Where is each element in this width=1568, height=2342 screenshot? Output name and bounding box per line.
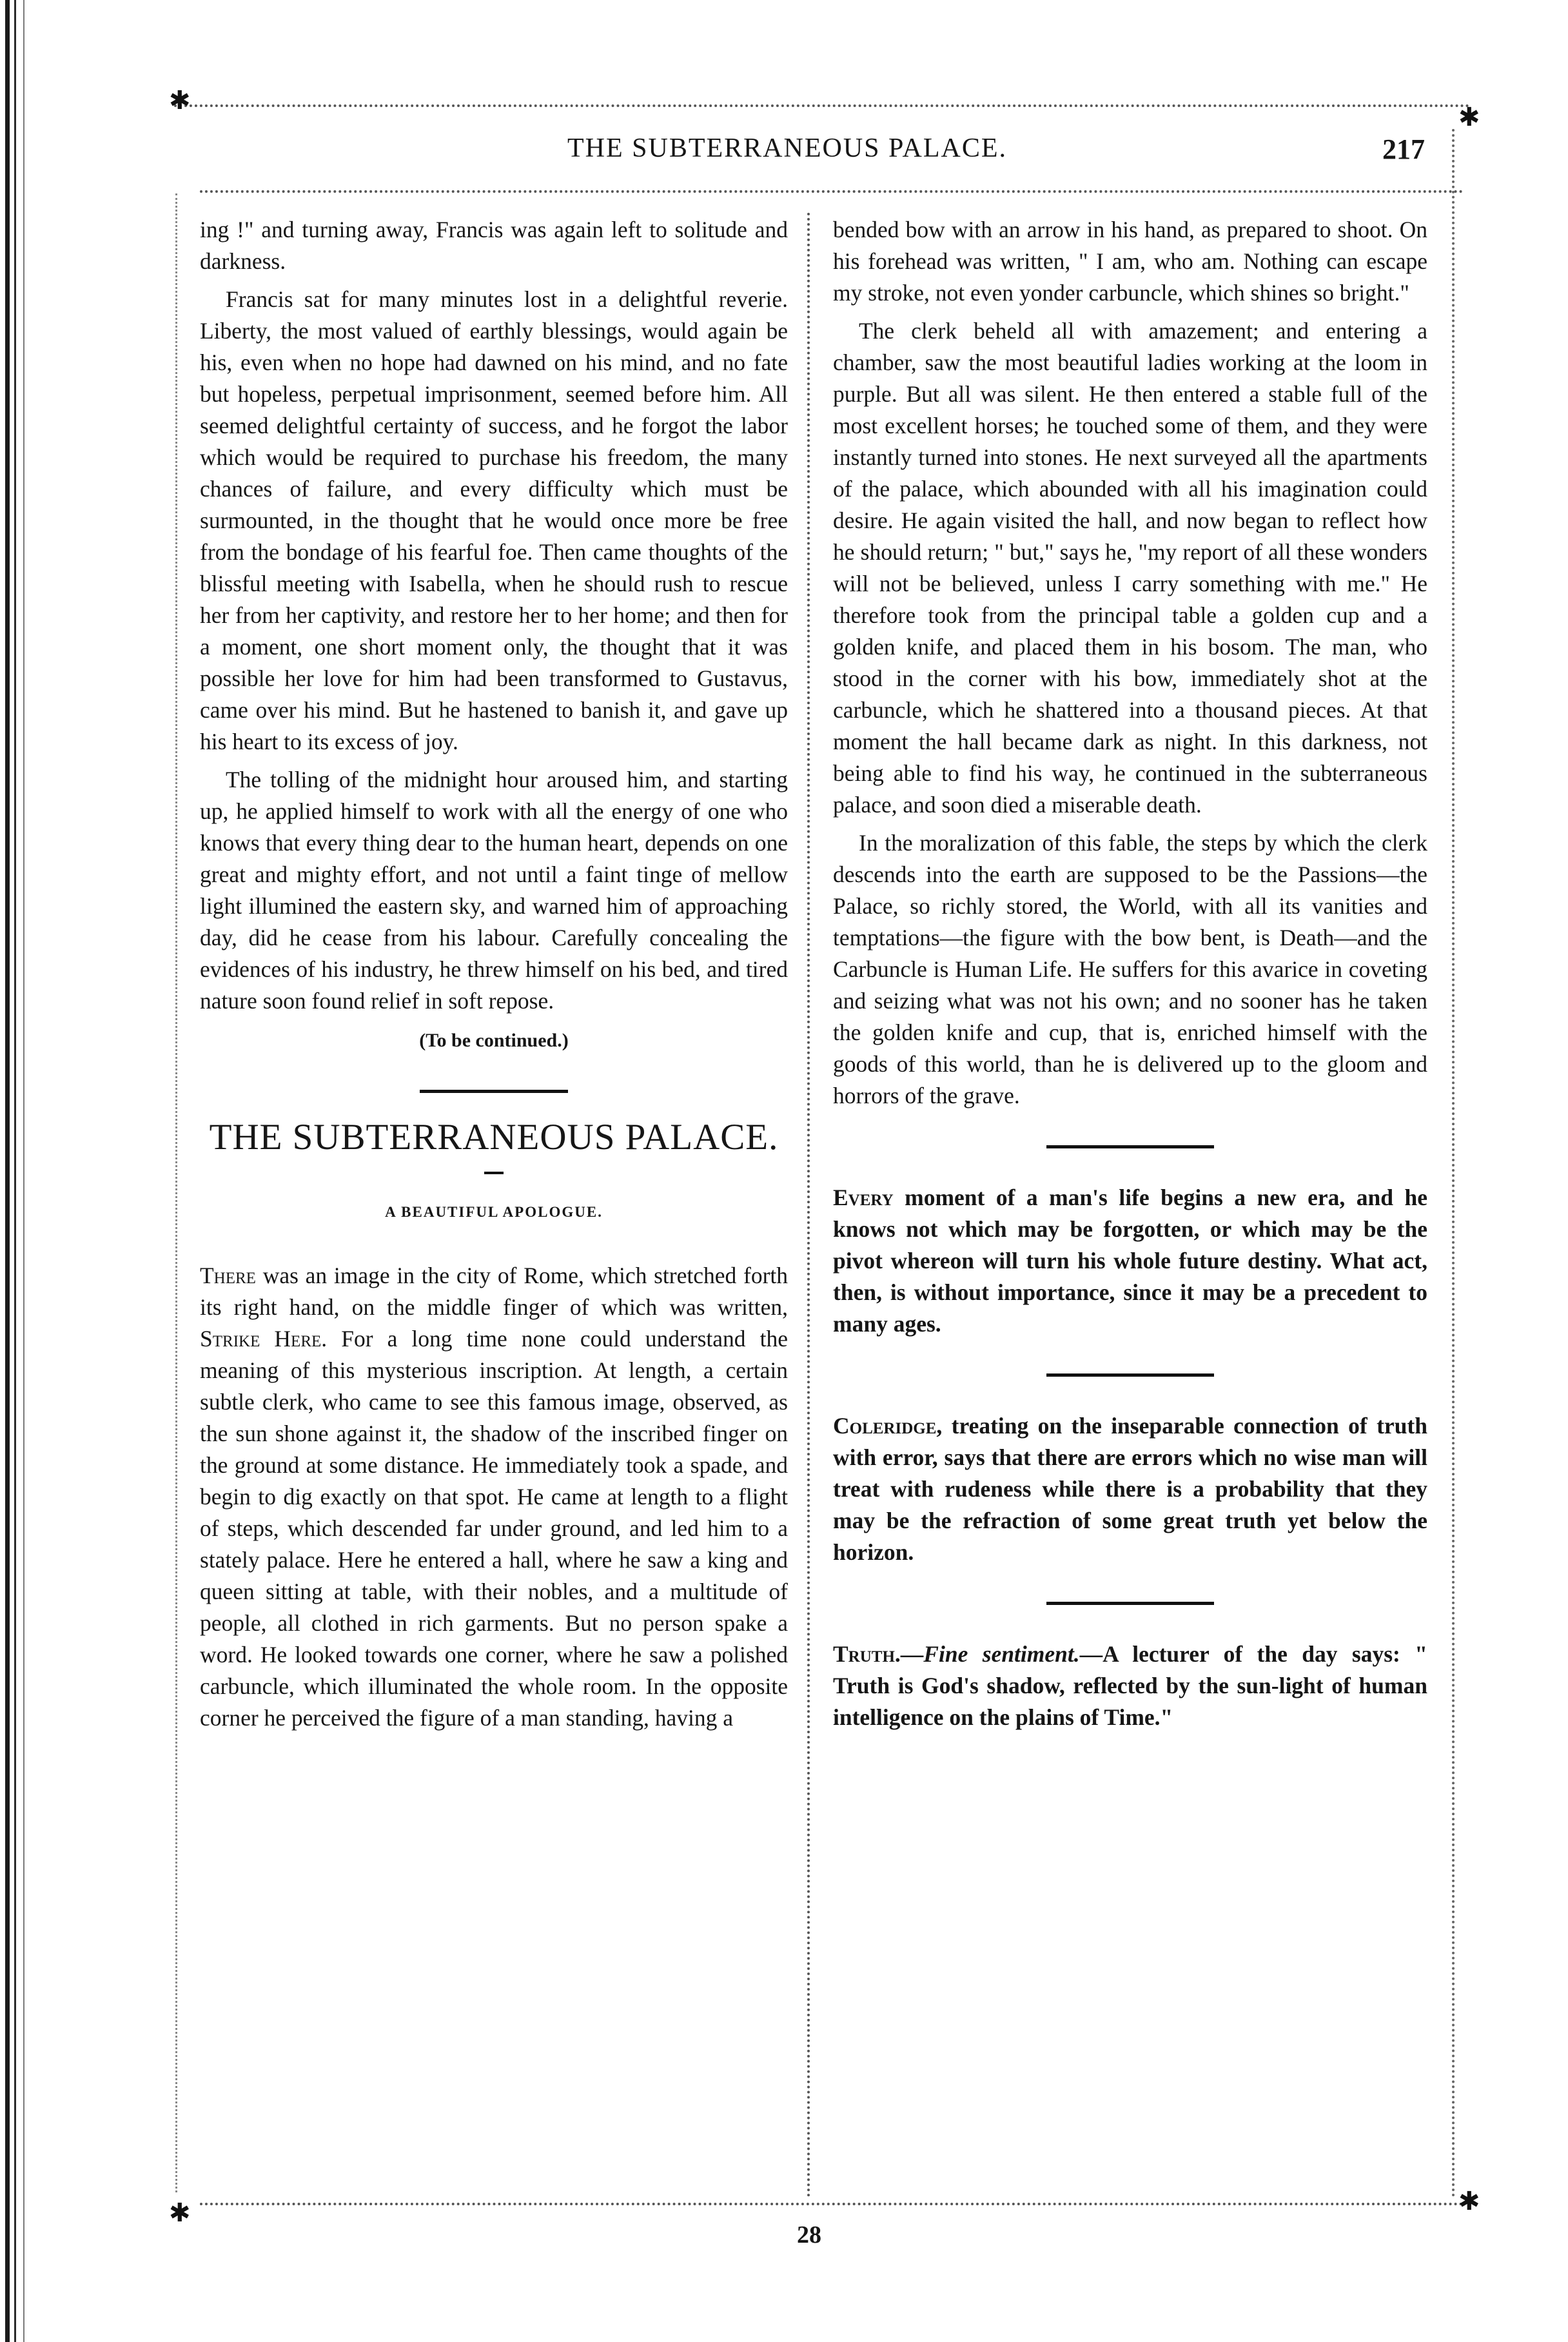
top-border-rule xyxy=(174,104,1470,111)
paragraph: In the moralization of this fable, the steps by which the clerk descends into the earth are supposed to be the Passions—the Palace, so richly stored, the World, with all its vanities and temptations—the figure with the bow bent, is Death—and the Carbuncle is Human Life. He suffers for this avarice in coveting and seizing what was not his own; and no sooner has he taken the golden knife and cup, that is, enriched himself with the goods of this world, than he is delivered up to the gloom and horrors of the grave. xyxy=(833,830,1427,1108)
to-be-continued-note: (To be continued.) xyxy=(419,1030,569,1051)
section-divider xyxy=(1046,1602,1214,1605)
paragraph: Francis sat for many minutes lost in a delightful reverie. Liberty, the most valued of earthly blessings, would again be his, even when no hope had dawned on his mind, and no fate but hopeless, perpetual imprisonment, seemed before him. All seemed delightful certainty of success, and he forgot the labor which would be required to purchase his freedom, the many chances of failure, and every difficulty which must be surmounted, in the thought that he would once more be free from the bondage of his fearful foe. Then came thoughts of the blissful meeting with Isabella, when he should rush to rescue her from her captivity, and restore her to her home; and then for a moment, one short moment only, the thought that it was possible her love for him had been transformed to Gustavus, came over his mind. But he hastened to banish it, and gave up his heart to its excess of joy. xyxy=(200,286,788,754)
running-title: THE SUBTERRANEOUS PALACE. xyxy=(567,133,1008,163)
paragraph: The tolling of the midnight hour aroused him, and starting up, he applied himself to work with all the energy of one who knows that every thing dear to the human heart, depends on one great and mighty effort, and not until a faint tinge of mellow light illumined the eastern sky, and warned him of approaching day, did he cease from his labour. Carefully concealing the evidences of his industry, he threw himself on his bed, and tired nature soon found relief in soft repose. xyxy=(200,767,788,1014)
column-divider xyxy=(807,213,810,2199)
right-border-rule xyxy=(1452,129,1455,2199)
paragraph xyxy=(833,1182,1427,1340)
paragraph-text: moment of a man's life begins a new era, and he knows not which may be forgotten, or which may be the pivot whereon will turn his whole future destiny. What act, then, is without importance, since it may be a precedent to many ages. xyxy=(833,1185,1427,1337)
drop-lead-word: There xyxy=(200,1263,256,1288)
left-border-rule xyxy=(175,193,177,2192)
left-column xyxy=(200,214,788,1740)
corner-ornament-icon: ✱ xyxy=(1458,2187,1480,2216)
section-divider xyxy=(1046,1373,1214,1377)
page-number: 217 xyxy=(1382,133,1425,165)
paragraph xyxy=(833,1410,1427,1568)
lead-word: Truth. xyxy=(833,1641,901,1667)
bottom-border-rule xyxy=(200,2203,1464,2209)
section-divider xyxy=(420,1090,568,1093)
paragraph xyxy=(200,1260,788,1734)
paragraph-text: was an image in the city of Rome, which stretched forth its right hand, on the middle finger of which was written, xyxy=(200,1263,788,1320)
inscription-text: Strike Here. xyxy=(200,1326,328,1352)
lead-word: Coleridge, xyxy=(833,1413,943,1439)
paragraph-text: —A lecturer of the day says: " Truth is God's shadow, reflected by the sun-light of human intelligence on the plains of Time." xyxy=(833,1641,1427,1730)
title-dash xyxy=(484,1172,504,1174)
right-column xyxy=(833,214,1427,1740)
article-title: THE SUBTERRANEOUS PALACE. xyxy=(209,1117,779,1157)
em-dash: — xyxy=(900,1641,924,1667)
corner-ornament-icon: ✱ xyxy=(1458,103,1480,132)
paragraph: The clerk beheld all with amazement; and entering a chamber, saw the most beautiful ladies working at the loom in purple. But all was silent. He then entered a stable full of the most excellent horses; he touched some of them, and they were instantly turned into stones. He next surveyed all the apartments of the palace, which abounded with all his imagination could desire. He again visited the hall, and now began to reflect how he should return; " but," says he, "my report of all these wonders will not be believed, unless I carry something with me." He therefore took from the principal table a golden cup and a golden knife, and placed them in his bosom. The man, who stood in the corner with his bow, immediately shot at the carbuncle, which he shattered into a thousand pieces. At that moment the hall became dark as night. In this darkness, not being able to find his way, he continued in the subterraneous palace, and soon died a miserable death. xyxy=(833,318,1427,818)
corner-ornament-icon: ✱ xyxy=(169,86,191,115)
signature-folio: 28 xyxy=(797,2221,821,2249)
paragraph: ing !" and turning away, Francis was again left to solitude and darkness. xyxy=(200,217,788,274)
paragraph-text: For a long time none could understand the meaning of this mysterious inscription. At length, a certain subtle clerk, who came to see this famous image, observed, as the sun shone against it, the shadow of the inscribed finger on the ground at some distance. He immediately took a spade, and begin to dig exactly on that spot. He came at length to a flight of steps, which descended far under ground, and led him to a stately palace. Here he entered a hall, where he saw a king and queen sitting at table, with their nobles, and a multitude of people, all clothed in rich garments. But no person spake a word. He looked towards one corner, where he saw a polished carbuncle, which illuminated the whole room. In the opposite corner he perceived the figure of a man standing, having a xyxy=(200,1326,788,1731)
paragraph-text: treating on the inseparable connection of truth with error, says that there are errors which no wise man will treat with rudeness while there is a probability that they may be the refraction of some great truth yet below the horizon. xyxy=(833,1413,1427,1565)
corner-ornament-icon: ✱ xyxy=(169,2198,191,2227)
lead-word: Every xyxy=(833,1185,894,1210)
header-rule xyxy=(200,190,1464,197)
paragraph: bended bow with an arrow in his hand, as prepared to shoot. On his forehead was written, " I am, who am. Nothing can escape my stroke, not even yonder carbuncle, which shines so bright." xyxy=(833,217,1427,306)
paragraph xyxy=(833,1638,1427,1733)
italic-phrase: Fine sentiment. xyxy=(923,1641,1080,1667)
article-subtitle: A BEAUTIFUL APOLOGUE. xyxy=(385,1204,603,1220)
section-divider xyxy=(1046,1145,1214,1148)
